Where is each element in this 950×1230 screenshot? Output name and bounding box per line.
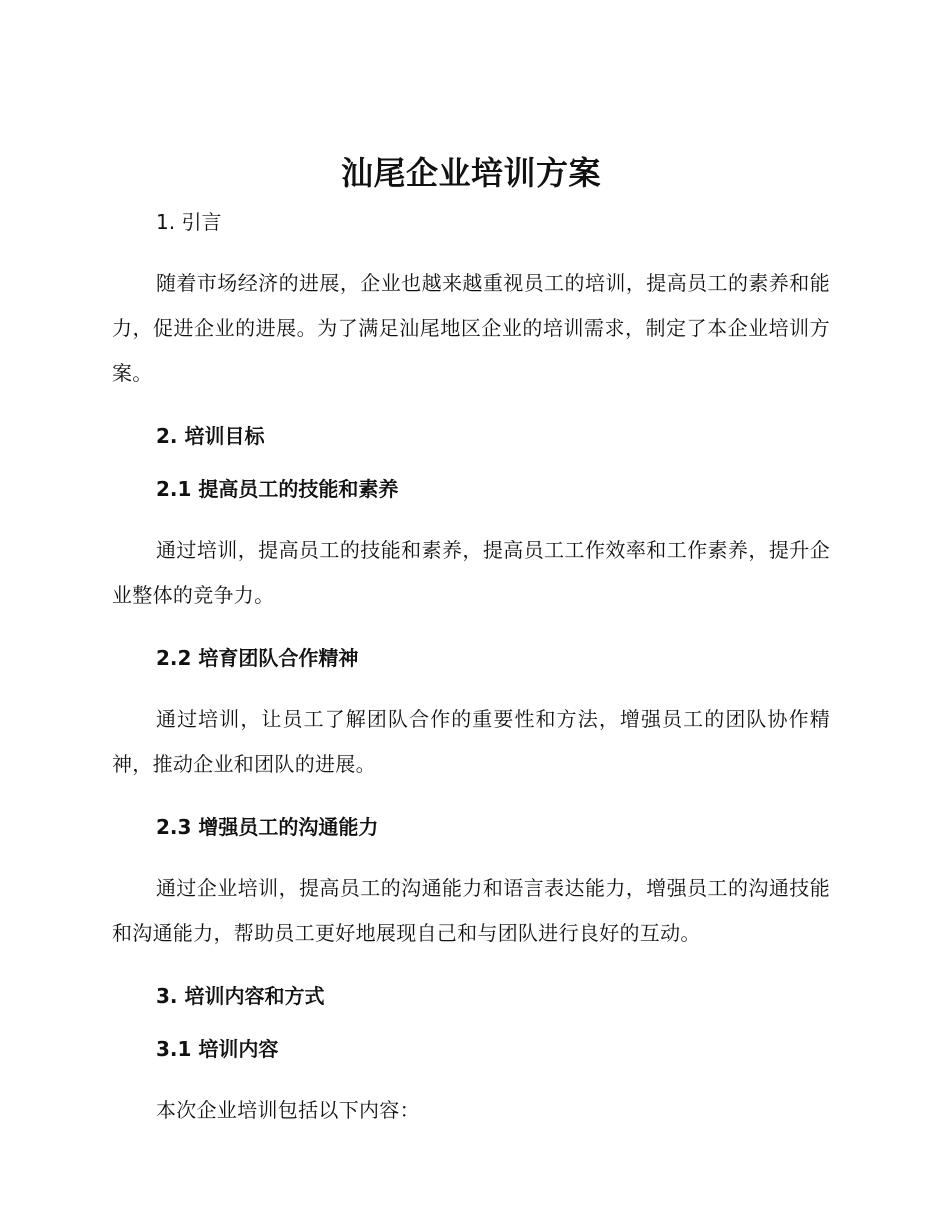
subsection-heading-content-1: 3.1 培训内容: [156, 1037, 279, 1061]
paragraph-intro: 随着市场经济的进展，企业也越来越重视员工的培训，提高员工的素养和能力，促进企业的进展。为了满足汕尾地区企业的培训需求，制定了本企业培训方案。: [112, 271, 830, 385]
subsection-heading-goal-3: 2.3 增强员工的沟通能力: [156, 815, 379, 839]
subsection-heading-goal-1: 2.1 提高员工的技能和素养: [156, 477, 399, 501]
paragraph-content-1: 本次企业培训包括以下内容：: [156, 1098, 420, 1122]
document-title: 汕尾企业培训方案: [340, 154, 601, 192]
subsection-heading-goal-2: 2.2 培育团队合作精神: [156, 646, 359, 670]
section-heading-intro: 1. 引言: [156, 210, 222, 234]
section-heading-content: 3. 培训内容和方式: [156, 984, 325, 1008]
paragraph-goal-1: 通过培训，提高员工的技能和素养，提高员工工作效率和工作素养，提升企业整体的竞争力。: [112, 538, 830, 607]
paragraph-goal-3: 通过企业培训，提高员工的沟通能力和语言表达能力，增强员工的沟通技能和沟通能力，帮助员工更好地展现自己和与团队进行良好的互动。: [112, 876, 830, 945]
paragraph-goal-2: 通过培训，让员工了解团队合作的重要性和方法，增强员工的团队协作精神，推动企业和团队的进展。: [112, 707, 830, 776]
section-heading-goals: 2. 培训目标: [156, 424, 265, 448]
